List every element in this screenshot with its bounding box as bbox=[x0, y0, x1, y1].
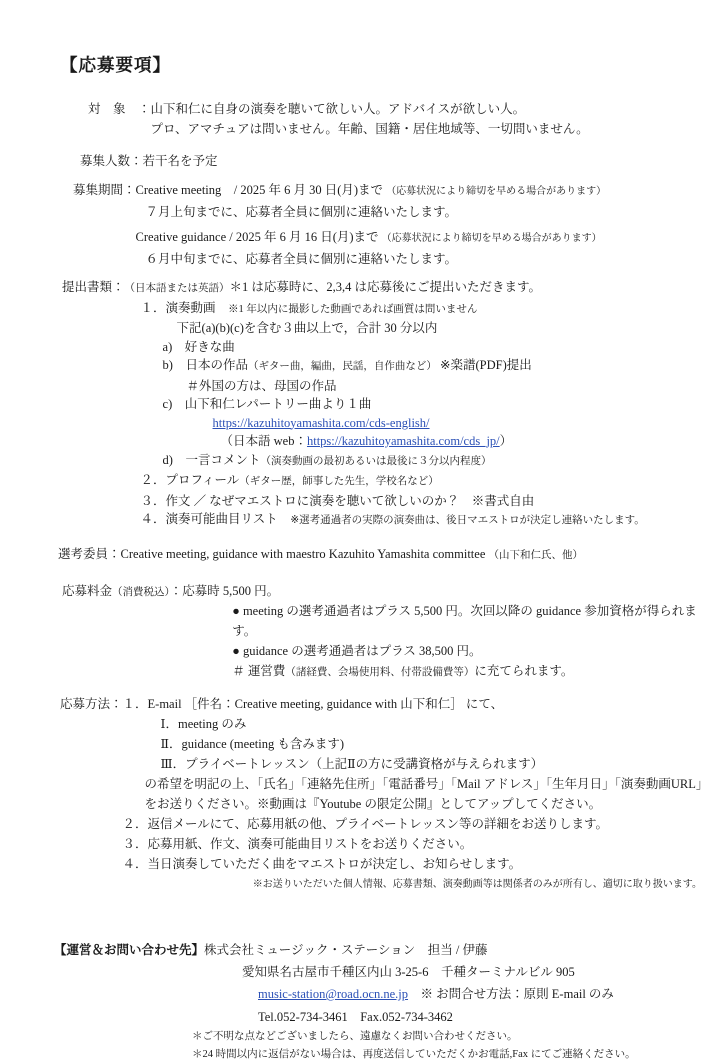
fee-usage-prefix: ＃ 運営費 bbox=[232, 664, 285, 678]
item-d-marker: d) bbox=[163, 453, 173, 467]
cds-jp-link[interactable]: https://kazuhitoyamashita.com/cds_jp/ bbox=[307, 434, 500, 448]
footer-note1: ＊ご不明な点などございましたら、遠慮なくお問い合わせください。 bbox=[192, 1028, 704, 1046]
item-a-marker: a) bbox=[163, 340, 173, 354]
footer-email-line bbox=[258, 983, 704, 1006]
item2-note: （ギター歴，師事した先生，学校名など） bbox=[239, 476, 438, 487]
target-line2: プロ、アマチュアは問いません。年齢、国籍・居住地域等、一切問いません。 bbox=[151, 119, 704, 139]
item-d-text: 一言コメント bbox=[185, 453, 260, 467]
fee-label bbox=[62, 581, 182, 603]
period-guidance-text: Creative guidance / 2025 年 6 月 16 日(月)まで bbox=[136, 230, 379, 244]
apply-step2: ２．返信メールにて、応募用紙の他、プライベートレッスン等の詳細をお送りします。 bbox=[123, 814, 704, 834]
apply-step3: ３．応募用紙、作文、演奏可能曲目リストをお送りください。 bbox=[123, 834, 704, 854]
target-content bbox=[151, 99, 704, 139]
privacy-note: ※お送りいただいた個人情報、応募書類、演奏動画等は関係者のみが所有し、適切に取り扱います。 bbox=[123, 876, 704, 893]
fee-usage-note bbox=[232, 661, 704, 683]
cds-jp-prefix: （日本語 web： bbox=[221, 434, 307, 448]
capacity-value: 若干名を予定 bbox=[143, 151, 704, 171]
apply-option2: Ⅱ．guidance (meeting も含みます) bbox=[161, 734, 704, 754]
item4-note: ※選考通過者の実際の演奏曲は、後日マエストロが決定し連絡いたします。 bbox=[290, 515, 644, 526]
apply-step1-detail: の希望を明記の上、「氏名」「連絡先住所」「電話番号」「Mail アドレス」「生年月日」「演奏動画URL」をお送りください。※動画は『Youtube の限定公開』としてアップしてください。 bbox=[145, 774, 704, 814]
cds-jp-suffix: ） bbox=[500, 434, 513, 448]
footer-head bbox=[54, 939, 704, 961]
documents-intro bbox=[125, 278, 704, 299]
target-colon: ： bbox=[138, 102, 151, 116]
item-c-text: 山下和仁レパートリー曲より１曲 bbox=[185, 397, 372, 411]
fee-usage-detail: （諸経費、会場使用料、付帯設備費等） bbox=[285, 667, 474, 678]
period-colon: ： bbox=[123, 183, 136, 197]
apply-step1: １．E-mail ［件名：Creative meeting, guidance with 山下和仁］ にて、 bbox=[123, 694, 704, 714]
capacity-label bbox=[80, 151, 143, 171]
documents-item4 bbox=[141, 510, 704, 531]
apply-content bbox=[123, 694, 704, 893]
documents-item3: ３．作文 ／ なぜマエストロに演奏を聴いて欲しいのか？ ※書式自由 bbox=[141, 492, 704, 511]
fee-label-text: 応募料金 bbox=[62, 584, 112, 598]
page-title: 【応募要項】 bbox=[60, 52, 704, 77]
period-guidance-note: （応募状況により締切を早める場合があります） bbox=[382, 233, 602, 244]
capacity-label-text: 募集人数 bbox=[80, 154, 130, 168]
footer-company: 株式会社ミュージック・ステーション 担当 / 伊藤 bbox=[204, 943, 487, 957]
committee-text: Creative meeting, guidance with maestro Kazuhito Yamashita committee bbox=[121, 547, 486, 561]
documents-language-note: （日本語または英語） bbox=[125, 283, 230, 294]
item-b-marker: b) bbox=[163, 358, 173, 372]
period-meeting-followup: ７月上旬までに、応募者全員に個別に連絡いたします。 bbox=[146, 202, 704, 222]
item-b-examples: （ギター曲，編曲，民謡，自作曲など） bbox=[248, 361, 437, 372]
documents-item-c bbox=[163, 395, 704, 414]
documents-item1 bbox=[141, 299, 704, 320]
target-label bbox=[88, 99, 151, 119]
documents-item2 bbox=[141, 471, 704, 492]
documents-content bbox=[125, 278, 704, 531]
section-how-to-apply bbox=[60, 694, 704, 893]
fee-base: 応募時 5,500 円。 bbox=[182, 581, 704, 601]
item-d-note: （演奏動画の最初あるいは最後に３分以内程度） bbox=[260, 456, 491, 467]
fee-usage-suffix: に充てられます。 bbox=[474, 664, 573, 678]
section-committee bbox=[58, 544, 704, 566]
documents-colon: ： bbox=[112, 280, 125, 294]
committee-content bbox=[121, 544, 704, 566]
documents-cds-jp-line bbox=[221, 432, 704, 451]
footer-contact bbox=[54, 939, 704, 1064]
apply-step4: ４．当日演奏していただく曲をマエストロが決定し、お知らせします。 bbox=[123, 854, 704, 874]
capacity-colon: ： bbox=[130, 154, 143, 168]
section-period bbox=[73, 180, 704, 269]
section-fee bbox=[62, 581, 704, 683]
period-guidance-followup: ６月中旬までに、応募者全員に個別に連絡いたします。 bbox=[146, 249, 704, 269]
section-documents bbox=[62, 278, 704, 531]
documents-item-d bbox=[163, 451, 704, 472]
cds-english-link[interactable]: https://kazuhitoyamashita.com/cds-english/ bbox=[213, 416, 430, 430]
period-content bbox=[136, 180, 704, 269]
period-meeting-deadline bbox=[136, 180, 704, 202]
item-c-marker: c) bbox=[163, 397, 173, 411]
period-meeting-note: （応募状況により締切を早める場合があります） bbox=[386, 186, 606, 197]
apply-option1: Ⅰ．meeting のみ bbox=[161, 714, 704, 734]
documents-item-b-foreign: ＃外国の方は、母国の作品 bbox=[187, 377, 704, 396]
period-guidance-deadline bbox=[136, 227, 704, 249]
contact-email-link[interactable]: music-station@road.ocn.ne.jp bbox=[258, 987, 408, 1001]
fee-guidance-bullet: ● guidance の選考通過者はプラス 38,500 円。 bbox=[232, 641, 704, 661]
documents-label-text: 提出書類 bbox=[62, 280, 112, 294]
footer-address: 愛知県名古屋市千種区内山 3-25-6 千種ターミナルビル 905 bbox=[242, 961, 704, 984]
section-capacity bbox=[80, 151, 704, 171]
apply-colon: ： bbox=[110, 697, 123, 711]
documents-intro-text: ＊1 は応募時に、2,3,4 は応募後にご提出いただきます。 bbox=[230, 280, 542, 294]
item1-title: １．演奏動画 bbox=[141, 301, 216, 315]
target-label-text: 対 象 bbox=[88, 102, 126, 116]
apply-label-text: 応募方法 bbox=[60, 697, 110, 711]
documents-item1-sub: 下記(a)(b)(c)を含む３曲以上で，合計 30 分以内 bbox=[177, 319, 704, 338]
item-b-score-note: ※楽譜(PDF)提出 bbox=[440, 358, 532, 372]
documents-cds-english-line bbox=[213, 414, 704, 433]
item4-title: ４．演奏可能曲目リスト bbox=[141, 512, 278, 526]
committee-members: （山下和仁氏、他） bbox=[489, 550, 584, 561]
documents-label bbox=[62, 278, 125, 297]
fee-content bbox=[182, 581, 704, 683]
documents-item-b bbox=[163, 356, 704, 377]
documents-item-a bbox=[163, 338, 704, 357]
period-label bbox=[73, 180, 136, 200]
item2-title: ２．プロフィール bbox=[141, 473, 240, 487]
period-label-text: 募集期間 bbox=[73, 183, 123, 197]
footer-label: 【運営＆お問い合わせ先】 bbox=[54, 943, 204, 957]
item1-note: ※1 年以内に撮影した動画であれば画質は問いません bbox=[228, 304, 477, 315]
target-line1: 山下和仁に自身の演奏を聴いて欲しい人。アドバイスが欲しい人。 bbox=[151, 99, 704, 119]
footer-note2: ＊24 時間以内に返信がない場合は、再度送信していただくかお電話,Fax にてご連絡ください。 bbox=[192, 1046, 704, 1064]
fee-colon: ： bbox=[170, 584, 183, 598]
committee-label-text: 選考委員 bbox=[58, 547, 108, 561]
item-a-text: 好きな曲 bbox=[185, 340, 235, 354]
item-b-text: 日本の作品 bbox=[185, 358, 248, 372]
fee-tax-note: （消費税込） bbox=[112, 587, 170, 598]
fee-meeting-bullet: ● meeting の選考通過者はプラス 5,500 円。次回以降の guidance 参加資格が得られます。 bbox=[232, 601, 704, 641]
period-meeting-text: Creative meeting / 2025 年 6 月 30 日(月)まで bbox=[136, 183, 384, 197]
apply-label bbox=[60, 694, 123, 714]
apply-option3: Ⅲ．プライベートレッスン（上記Ⅱの方に受講資格が与えられます） bbox=[161, 754, 704, 774]
footer-email-note: ※ お問合せ方法：原則 E-mail のみ bbox=[421, 987, 614, 1001]
section-target bbox=[88, 99, 704, 139]
committee-label bbox=[58, 544, 121, 564]
committee-colon: ： bbox=[108, 547, 121, 561]
footer-tel-fax: Tel.052-734-3461 Fax.052-734-3462 bbox=[258, 1006, 704, 1029]
